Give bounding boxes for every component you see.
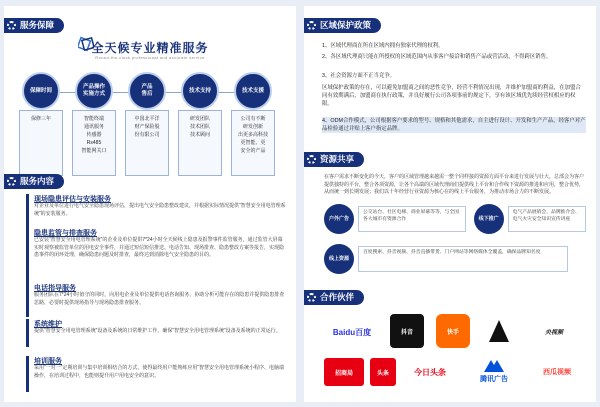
service-guarantee-title: 服务保障: [20, 20, 55, 30]
gear-icon: [307, 293, 316, 302]
left-page: [4, 6, 296, 402]
partner-logo-zhaoshang: 招商局: [324, 358, 364, 386]
resource-badge: 线下推广: [474, 204, 504, 234]
service-content-title: 服务内容: [20, 176, 55, 186]
resource-text: 电气产品展销会、品牌推介会、电气火灾安全知识宣传讲座: [508, 206, 586, 232]
hero-subtitle: Round-the-clock professional and accurate service: [95, 55, 205, 60]
content-item-text: 已安装“智慧安全用电管理系统”的企业及单位提供7*24小时全天候线上隐患及报警事件监管服务，通过监管大屏幕实时观察被监管单位的用电安全事件，并通过短信短信推送、电话告知、现场排查、隐患整改方案等报告，实现隐患事件的闭环处理，确保隐患问题及时排查，最终达到消除电气安全隐患的目的。: [34, 237, 285, 259]
partner-logo-douyin: 抖音: [390, 314, 424, 348]
resource-sharing-header: [304, 152, 364, 167]
gear-icon: [7, 177, 16, 186]
partner-logo-xigua: 西瓜视频: [543, 369, 571, 376]
content-item-text: 提供“智慧安全用电管理系统”设备及系统的日常维护工作，确保“智慧安全用电管理系统”设备及系统的正常运行。: [34, 328, 281, 334]
pillar-circle: 技术支持: [181, 72, 219, 110]
resource-intro: 在客户需求不断变化的今天，客户的区域管理越来越需一整个同样接的资源方面平台来进行发展与壮大，总部会为客户提供独特的平台，整合各项资源，让各个高端的区域代理商们提供线上平台和合作线下资源的推进和应用，整合优势，从而统一到长期发展；我们以十年经营行业资源为核心在的线上平台服务，为推动市场合力的不断发展。: [324, 174, 585, 196]
partners-title: 合作伙伴: [320, 292, 355, 302]
section-accent-bar: [26, 356, 29, 392]
section-accent-bar: [26, 319, 29, 347]
content-item-title: 隐患监管与排查服务: [34, 230, 97, 237]
resource-badge: 户外广告: [324, 204, 354, 234]
pillar-circle: [75, 72, 113, 110]
content-item-text: 对企业及单位进行电气安全隐患现场评估，提出电气安全隐患整改建议，并根据实际情况提供“智慧安全用电管理系统”的安装服务。: [34, 203, 286, 217]
pillar-detail: 中国北平洋 财产保险股 份有限公司: [125, 110, 169, 176]
partner-logo-kuaishou: 快手: [436, 314, 470, 348]
hero-title: 全天候专业精准服务: [91, 41, 209, 55]
resource-text: 百度搜索、抖音视频、抖音直播带货、门户网站等网络媒体全覆盖，确保品牌知名度: [358, 246, 568, 272]
right-page: [304, 6, 596, 402]
partner-logo-yangshipin: 央视频: [544, 329, 563, 336]
pillar-detail: 智能终端 通讯服务 传感器 Rs485 智能网关口: [72, 110, 116, 176]
resource-sharing-title: 资源共享: [320, 154, 355, 164]
pillar-detail: 研发团队 技术团队 技术顾问: [178, 110, 222, 176]
content-item-text: 采用“一对一”定期培训与集中培训相结合的方式，使得最终用户能熟练应用“智慧安全用电管理系统小程序、电脑端操作，在培训过程中，也能则提升用户用电安全的意识。: [34, 365, 285, 379]
resource-text: 公交站台、社区电梯、商业屏幕等等，与全国各大城市有资源合作: [358, 206, 466, 232]
content-item-title: 系统维护: [34, 321, 62, 328]
cctv-video-icon: [486, 318, 512, 344]
partner-logo-toutiao-badge: 头条: [370, 358, 396, 386]
tencent-ads-label: 腾讯广告: [480, 376, 508, 383]
partner-logos: [324, 312, 586, 392]
partner-logo-jinritoutiao: 今日头条: [414, 367, 446, 377]
pillar-detail: 公司有不断 研发创新 出更多高科技 更智能、更 安全的产品: [231, 110, 275, 176]
service-content-header: [4, 174, 64, 189]
pillar-circle: [128, 72, 166, 110]
section-accent-bar: [26, 228, 29, 284]
section-accent-bar: [26, 194, 29, 230]
pillar-label: 产品操作 实施方式: [82, 84, 105, 97]
regional-policy-title: 区域保护政策: [320, 20, 372, 30]
pillar-circle: 保障时间: [22, 72, 60, 110]
tencent-ads-icon: [483, 358, 505, 374]
partner-logo-cctv-video: [484, 314, 514, 348]
pillar-label: 产品 售后: [141, 84, 153, 97]
service-guarantee-header: [4, 18, 64, 33]
content-item-title: 电话指导服务: [34, 285, 76, 292]
pillar-circle: 技术支援: [234, 72, 272, 110]
pillar-detail: 保修三年: [19, 110, 63, 176]
policy-item-highlight: 4、ODM合作模式，公司根据客户要求的型号、规格和其他需求，自主进行设计、开发和生产产品，经客户对产品检验通过并贴上客户指定品牌。: [322, 118, 586, 132]
partner-logo-baidu: Baidu百度: [332, 327, 372, 337]
resource-row: [324, 204, 586, 234]
partners-header: [304, 290, 364, 305]
gear-icon: [307, 21, 316, 30]
content-item-title: 培训服务: [34, 358, 62, 365]
gear-icon: [307, 155, 316, 164]
content-item-text: 服务团队在7*24小时值守的同时，向用电企业及单位提供电话咨询服务，协助分析可能存在的隐患并提供隐患排查思路，必要时提供现场指导与现场隐患排查服务。: [34, 292, 285, 306]
policy-item: 1、区域代理商在所在区域内拥有独家代理的权利。: [322, 43, 444, 49]
regional-policy-header: [304, 18, 381, 33]
resource-row: [324, 244, 586, 274]
resource-badge: 线上资源: [324, 244, 354, 274]
policy-item: 3、社会资源方面不正当竞争。: [322, 73, 396, 79]
gear-icon: [7, 21, 16, 30]
partner-logo-tencent-ads: [466, 354, 522, 388]
policy-item: 2、各区域代理商只能在所授权的区域范围内从事客户接洽和销售产品或营活动，不得跨区销售。: [322, 54, 552, 60]
policy-item: 区域保护政策的存在，可以避免加盟商之间的恶性竞争，经营不利情况出现，并维护加盟商的利益，在加盟合同有效期满后，加盟商在执行政策，并良好履行公司各项事前的规定下，享有该区域优先续经营权相应的权限。: [322, 85, 581, 107]
section-accent-bar: [26, 283, 29, 317]
content-item-title: 现场隐患评估与安装服务: [34, 196, 111, 203]
